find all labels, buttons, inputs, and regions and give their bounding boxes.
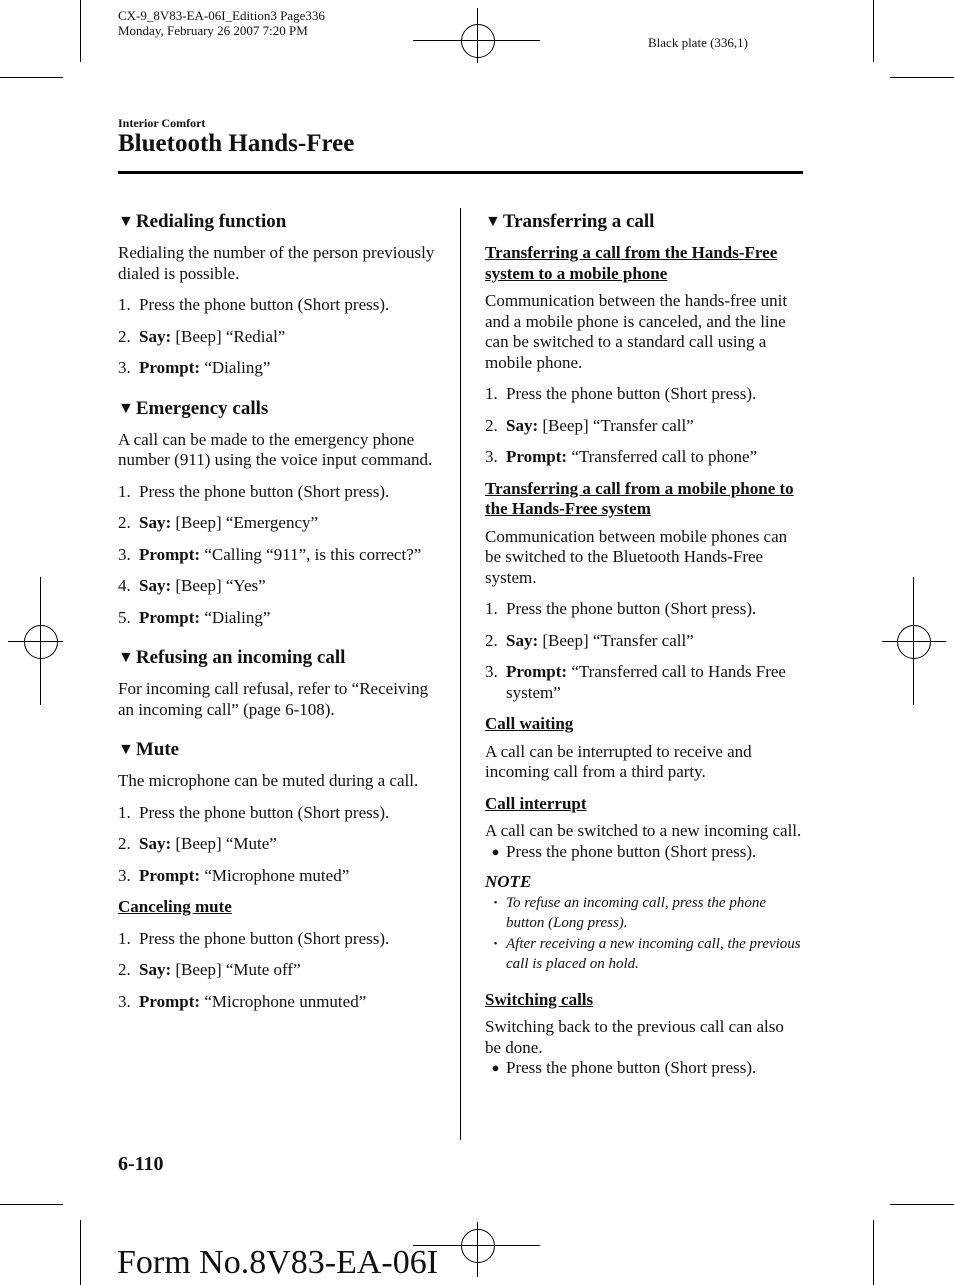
registration-circle	[461, 24, 495, 58]
step-number: 2.	[485, 415, 498, 435]
crop-mark	[0, 77, 63, 78]
crop-info-line2: Monday, February 26 2007 7:20 PM	[118, 23, 308, 38]
list-item	[485, 662, 803, 703]
step-text: [Beep] “Transfer call”	[538, 630, 694, 650]
step-text: “Transferred call to phone”	[567, 447, 758, 466]
step-keyword: Prompt:	[139, 991, 201, 1011]
page-title: Bluetooth Hands-Free	[118, 130, 355, 157]
step-text: [Beep] “Transfer call”	[538, 415, 694, 435]
heading-redialing	[118, 210, 438, 235]
heading-transferring	[485, 210, 803, 235]
list-item	[118, 608, 438, 629]
step-number: 1.	[118, 928, 131, 948]
paragraph: Communication between mobile phones can be switched to the Bluetooth Hands-Free system.	[485, 526, 788, 587]
triangle-icon: ▼	[485, 213, 501, 231]
subheading-to-handsfree: Transferring a call from a mobile phone to the Hands-Free system	[485, 478, 794, 518]
step-keyword: Say:	[506, 630, 539, 650]
step-number: 3.	[485, 447, 498, 466]
list-item	[485, 599, 803, 620]
step-keyword: Say:	[139, 513, 172, 532]
crop-mark	[0, 1204, 63, 1205]
step-keyword: Say:	[139, 834, 172, 853]
list-item	[118, 929, 438, 950]
paragraph: A call can be interrupted to receive and incoming call from a third party.	[485, 741, 752, 781]
paragraph: For incoming call refusal, refer to “Receiving an incoming call” (page 6-108).	[118, 679, 429, 719]
heading-text: Mute	[135, 739, 180, 761]
list-item	[118, 576, 438, 597]
bullet-item	[485, 842, 803, 863]
crop-mark	[80, 1220, 81, 1285]
crop-mark	[890, 1204, 954, 1205]
paragraph: A call can be made to the emergency phone number (911) using the voice input command.	[118, 429, 433, 469]
step-text: [Beep] “Emergency”	[171, 513, 319, 532]
step-number: 3.	[118, 865, 131, 885]
heading-text: Redialing function	[135, 211, 287, 233]
step-number: 4.	[118, 576, 131, 595]
paragraph: Communication between the hands-free unit and a mobile phone is canceled, and the line can be switched to a standard call using a mobile phone.	[485, 291, 788, 372]
list-item	[118, 960, 438, 981]
list-item	[118, 513, 438, 534]
list-item	[118, 327, 438, 348]
triangle-icon: ▼	[118, 399, 134, 417]
step-number: 1.	[485, 384, 498, 403]
list-item	[118, 803, 438, 824]
step-text: “Calling “911”, is this correct?”	[200, 544, 422, 564]
crop-info	[118, 8, 325, 38]
step-text: Press the phone button (Short press).	[506, 384, 757, 403]
note-text: After receiving a new incoming call, the previous call is placed on hold.	[506, 935, 801, 972]
heading-refusing	[118, 646, 438, 671]
step-number: 1.	[118, 295, 131, 314]
list-item	[118, 482, 438, 503]
crop-mark	[80, 0, 81, 62]
step-number: 3.	[118, 544, 131, 564]
bullet-icon: ●	[491, 1060, 500, 1075]
step-text: Press the phone button (Short press).	[506, 599, 757, 618]
step-text: Press the phone button (Short press).	[139, 802, 390, 822]
step-text: “Microphone muted”	[200, 865, 350, 885]
step-text: “Microphone unmuted”	[200, 991, 367, 1011]
subheading-to-mobile: Transferring a call from the Hands-Free system to a mobile phone	[485, 243, 778, 283]
heading-text: Refusing an incoming call	[135, 647, 346, 669]
step-keyword: Say:	[506, 415, 539, 435]
subheading-canceling-mute: Canceling mute	[118, 897, 232, 916]
subheading-switching-calls: Switching calls	[485, 989, 594, 1009]
subheading-call-waiting: Call waiting	[485, 714, 574, 733]
step-text: “Transferred call to Hands Free system”	[506, 662, 786, 702]
crop-mark	[873, 0, 874, 62]
paragraph: A call can be switched to a new incoming call.	[485, 821, 802, 840]
list-item	[485, 631, 803, 652]
step-text: “Dialing”	[200, 358, 271, 377]
bullet-icon: •	[493, 937, 498, 950]
step-number: 2.	[118, 834, 131, 853]
note-heading: NOTE	[485, 872, 532, 891]
list-item	[118, 295, 438, 316]
list-item	[485, 416, 803, 437]
step-text: Press the phone button (Short press).	[139, 295, 390, 314]
list-item	[485, 384, 803, 405]
step-number: 2.	[118, 326, 131, 346]
step-number: 5.	[118, 607, 131, 627]
registration-circle	[24, 625, 58, 659]
step-text: [Beep] “Yes”	[171, 576, 266, 595]
paragraph: Redialing the number of the person previously dialed is possible.	[118, 243, 435, 283]
step-keyword: Prompt:	[506, 447, 568, 466]
step-text: Press the phone button (Short press).	[139, 481, 390, 501]
crop-mark	[873, 1220, 874, 1285]
step-number: 1.	[485, 599, 498, 618]
step-number: 2.	[485, 630, 498, 650]
bullet-text: Press the phone button (Short press).	[506, 841, 757, 861]
note-text: To refuse an incoming call, press the phone button (Long press).	[506, 894, 766, 931]
crop-mark	[890, 77, 954, 78]
step-keyword: Prompt:	[139, 607, 201, 627]
step-text: [Beep] “Mute”	[171, 834, 277, 853]
step-text: “Dialing”	[200, 607, 271, 627]
subheading-call-interrupt: Call interrupt	[485, 793, 587, 813]
heading-text: Emergency calls	[135, 397, 269, 419]
triangle-icon: ▼	[118, 741, 134, 759]
step-number: 1.	[118, 481, 131, 501]
step-text: [Beep] “Mute off”	[171, 960, 301, 979]
page-number: 6-110	[118, 1153, 164, 1175]
left-column	[118, 210, 438, 1012]
step-number: 1.	[118, 802, 131, 822]
bullet-item	[485, 1058, 803, 1079]
note-item	[485, 893, 803, 934]
heading-emergency	[118, 397, 438, 422]
triangle-icon: ▼	[118, 213, 134, 231]
plate-info: Black plate (336,1)	[648, 35, 748, 50]
heading-text: Transferring a call	[502, 211, 655, 233]
step-number: 2.	[118, 513, 131, 532]
paragraph: The microphone can be muted during a call.	[118, 771, 419, 790]
step-number: 3.	[485, 662, 498, 681]
list-item	[118, 866, 438, 887]
step-text: Press the phone button (Short press).	[139, 928, 390, 948]
step-keyword: Say:	[139, 960, 172, 979]
heading-mute	[118, 738, 438, 763]
bullet-icon: •	[493, 896, 498, 909]
title-rule	[118, 171, 803, 174]
bullet-icon: ●	[491, 843, 500, 859]
bullet-text: Press the phone button (Short press).	[506, 1058, 757, 1077]
crop-info-line1: CX-9_8V83-EA-06I_Edition3 Page336	[118, 8, 325, 23]
list-item	[118, 992, 438, 1013]
step-number: 3.	[118, 358, 131, 377]
step-keyword: Say:	[139, 576, 172, 595]
step-keyword: Prompt:	[139, 358, 201, 377]
step-keyword: Say:	[139, 326, 172, 346]
triangle-icon: ▼	[118, 649, 134, 667]
column-divider	[460, 208, 461, 1140]
step-text: [Beep] “Redial”	[171, 326, 286, 346]
list-item	[118, 834, 438, 855]
registration-circle	[897, 625, 931, 659]
list-item	[485, 447, 803, 468]
step-keyword: Prompt:	[506, 662, 568, 681]
step-number: 2.	[118, 960, 131, 979]
paragraph: Switching back to the previous call can also be done.	[485, 1017, 784, 1057]
step-keyword: Prompt:	[139, 865, 201, 885]
step-number: 3.	[118, 991, 131, 1011]
form-number: Form No.8V83-EA-06I	[117, 1244, 439, 1281]
registration-circle	[461, 1229, 495, 1263]
section-label: Interior Comfort	[118, 116, 206, 130]
right-column	[485, 210, 803, 1079]
step-keyword: Prompt:	[139, 544, 201, 564]
note-item	[485, 934, 803, 975]
list-item	[118, 358, 438, 379]
list-item	[118, 545, 438, 566]
